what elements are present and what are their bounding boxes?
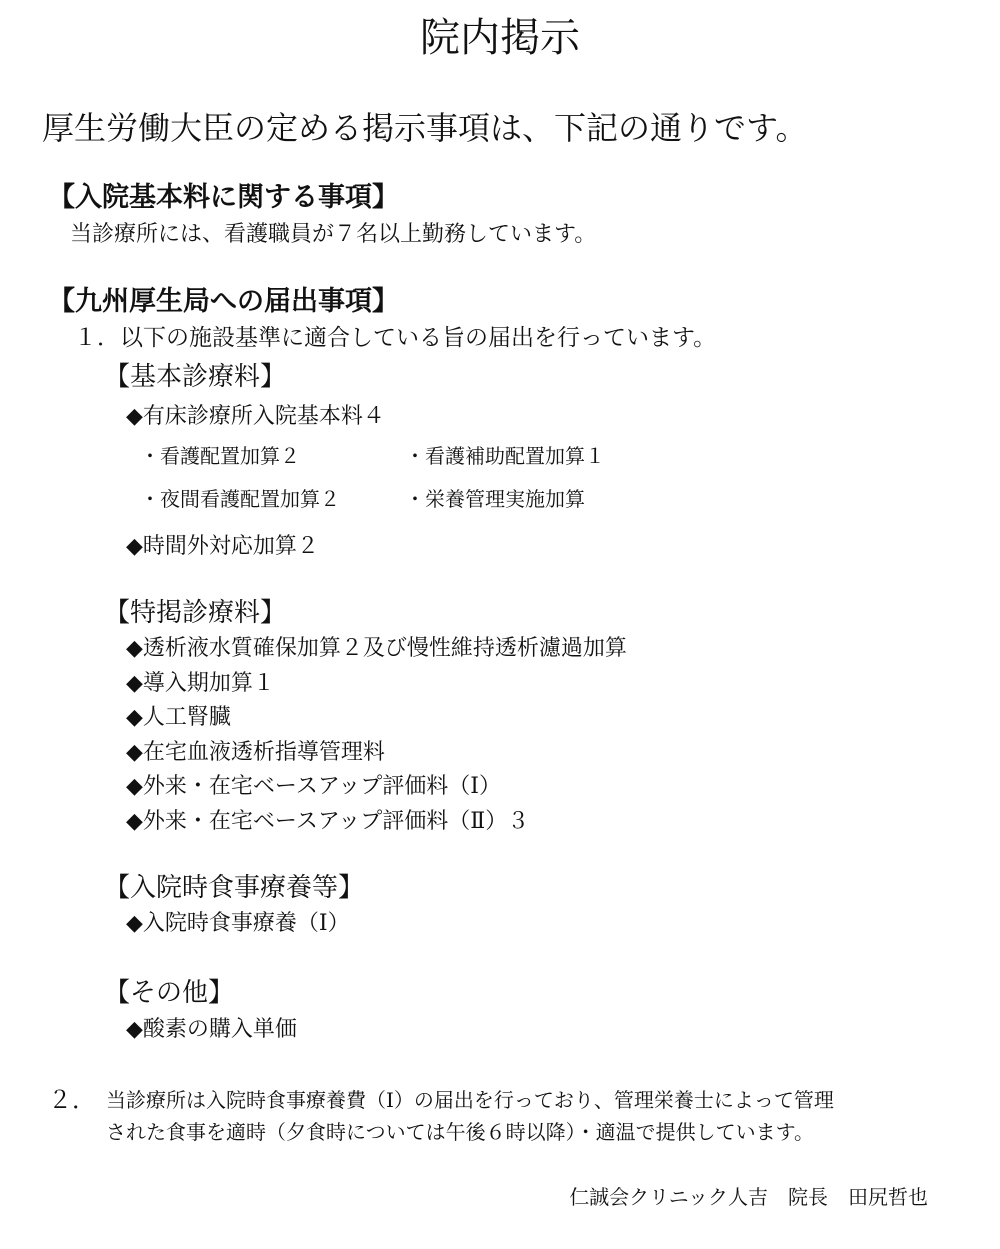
category-heading-meals: 【入院時食事療養等】: [104, 873, 365, 903]
diamond-item-after-hours: ◆時間外対応加算２: [126, 534, 319, 559]
category-heading-basic: 【基本診療料】: [104, 362, 287, 392]
special-items-list: [126, 638, 627, 846]
list-item: ◆人工腎臓: [126, 705, 231, 731]
diamond-item-inpatient-basic: ◆有床診療所入院基本料４: [126, 404, 385, 429]
diamond-item-meal-care: ◆入院時食事療養（Ⅰ）: [126, 911, 350, 936]
sub-item-nutrition-mgmt: ・栄養管理実施加算: [405, 487, 585, 511]
sub-item-nursing-placement: ・看護配置加算２: [140, 444, 300, 468]
list-item: ◆透析液水質確保加算２及び慢性維持透析濾過加算: [126, 636, 627, 661]
category-heading-other: 【その他】: [104, 978, 235, 1008]
list-item: ◆外来・在宅ベースアップ評価料（Ⅰ）: [126, 774, 501, 800]
section-heading-kyushu-bureau: 【九州厚生局への届出事項】: [48, 286, 399, 317]
intro-text: 厚生労働大臣の定める掲示事項は、下記の通りです。: [42, 109, 808, 147]
category-heading-special: 【特掲診療料】: [104, 598, 287, 628]
list-item: ◆外来・在宅ベースアップ評価料（Ⅱ）３: [126, 808, 530, 834]
sub-item-night-nursing: ・夜間看護配置加算２: [140, 487, 340, 511]
page-title: 院内掲示: [420, 15, 580, 61]
section-body-nursing-staff: 当診療所には、看護職員が７名以上勤務しています。: [70, 222, 597, 247]
diamond-item-oxygen-price: ◆酸素の購入単価: [126, 1017, 297, 1042]
list-item: ◆導入期加算１: [126, 670, 275, 696]
section-heading-inpatient-fee: 【入院基本料に関する事項】: [48, 182, 399, 213]
numbered-item-2-line-1: 当診療所は入院時食事療養費（Ⅰ）の届出を行っており、管理栄養士によって管理: [106, 1088, 834, 1112]
signature: 仁誠会クリニック人吉 院長 田尻哲也: [569, 1185, 928, 1209]
numbered-item-2-number: ２．: [48, 1086, 96, 1114]
numbered-item-1: １．以下の施設基準に適合している旨の届出を行っています。: [74, 325, 717, 351]
sub-item-nursing-assist: ・看護補助配置加算１: [405, 444, 605, 468]
list-item: ◆在宅血液透析指導管理料: [126, 739, 385, 765]
numbered-item-2-line-2: された食事を適時（夕食時については午後６時以降）・適温で提供しています。: [106, 1120, 814, 1144]
